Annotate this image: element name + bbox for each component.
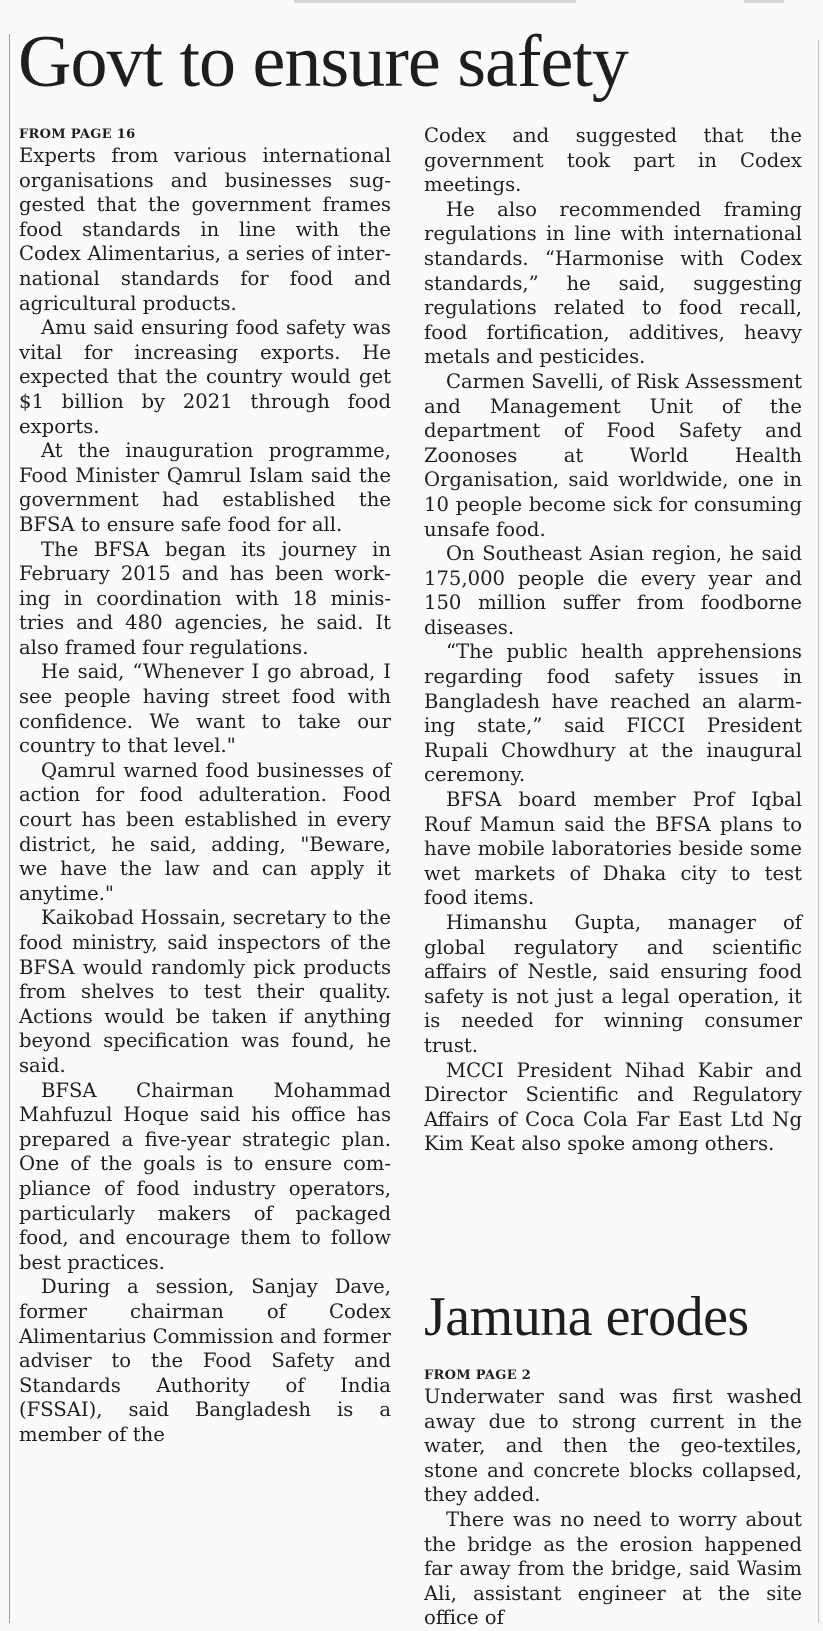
left-column-rule — [9, 34, 10, 1623]
second-story-dateline: FROM PAGE 2 — [424, 1368, 532, 1383]
paragraph: Carmen Savelli, of Risk Assessment and Management Unit of the department of Food Safety and Zoonoses at World Health Organisation, said worldwide, one in 10 people become sick for consuming unsafe food. — [424, 369, 802, 541]
top-border — [0, 0, 823, 3]
paragraph: BFSA Chairman Mohammad Mahfuzul Hoque said his office has prepared a five-year strategic plan. One of the goals is to ensure compliance of food industry operators, particularly makers of packaged food, and encourage them to follow best practices. — [19, 1078, 391, 1274]
paragraph: BFSA board member Prof Iqbal Rouf Mamun said the BFSA plans to have mobile laboratories beside some wet markets of Dhaka city to test food items. — [424, 788, 802, 910]
main-story-column-2 — [424, 126, 802, 1157]
paragraph: He said, “Whenever I go abroad, I see people having street food with confidence. We want to take our country to that level." — [19, 660, 391, 758]
paragraph: Underwater sand was first washed away due to strong current in the water, and then the geo-textiles, stone and concrete blocks collapsed, they added. — [424, 1385, 802, 1507]
paragraph: At the inauguration programme, Food Minister Qamrul Islam said the government had established the BFSA to ensure safe food for all. — [19, 439, 391, 536]
paragraph: During a session, Sanjay Dave, former chairman of Codex Alimentarius Commission and former adviser to the Food Safety and Standards Authority of India (FSSAI), said Bangladesh is a member of the — [19, 1275, 391, 1446]
main-story-column-1 — [19, 126, 391, 1447]
paragraph: On Southeast Asian region, he said 175,000 people die every year and 150 million suffer from foodborne diseases. — [424, 542, 802, 639]
right-edge-rule — [818, 40, 819, 1623]
paragraph: MCCI President Nihad Kabir and Director Scientific and Regulatory Affairs of Coca Cola Far East Ltd Ng Kim Keat also spoke among others. — [424, 1058, 802, 1156]
main-headline: Govt to ensure safety — [18, 21, 628, 103]
paragraph: He also recommended framing regulations in line with international standards. “Harmonise with Codex standards,” he said, suggesting regulations related to food recall, food fortification, additives, heavy metals and pesticides. — [424, 197, 802, 369]
top-border-mark — [744, 0, 784, 3]
paragraph: “The public health apprehensions regarding food safety issues in Bangladesh have reached an alarming state,” said FICCI President Rupali Chowdhury at the inaugural ceremony. — [424, 640, 802, 787]
paragraph: Codex and suggested that the government took part in Codex meetings. — [424, 124, 802, 197]
paragraph: Experts from various international organisations and businesses suggested that the government frames food standards in line with the Codex Alimentarius, a series of international standards for food and agricultural products. — [19, 144, 391, 315]
second-headline: Jamuna erodes — [424, 1286, 749, 1348]
paragraph: Himanshu Gupta, manager of global regulatory and scientific affairs of Nestle, said ensuring food safety is not just a legal operation, it is needed for winning consumer trust. — [424, 911, 802, 1057]
paragraph: Qamrul warned food businesses of action for food adulteration. Food court has been established in every district, he said, adding, "Beware, we have the law and can apply it anytime." — [19, 758, 391, 905]
second-story-column — [424, 1367, 802, 1631]
paragraph: Kaikobad Hossain, secretary to the food ministry, said inspectors of the BFSA would randomly pick products from shelves to test their quality. Actions would be taken if anything beyond specification was found, he said. — [19, 906, 391, 1077]
main-story-dateline: FROM PAGE 16 — [19, 127, 136, 142]
paragraph: The BFSA began its journey in February 2015 and has been working in coordination with 18 ministries and 480 agencies, he said. It also framed four regulations. — [19, 537, 391, 659]
paragraph: There was no need to worry about the bridge as the erosion happened far away from the bridge, said Wasim Ali, assistant engineer at the site office of — [424, 1507, 802, 1630]
top-border-mark — [294, 0, 576, 3]
paragraph: Amu said ensuring food safety was vital for increasing exports. He expected that the country would get $1 billion by 2021 through food exports. — [19, 316, 391, 438]
